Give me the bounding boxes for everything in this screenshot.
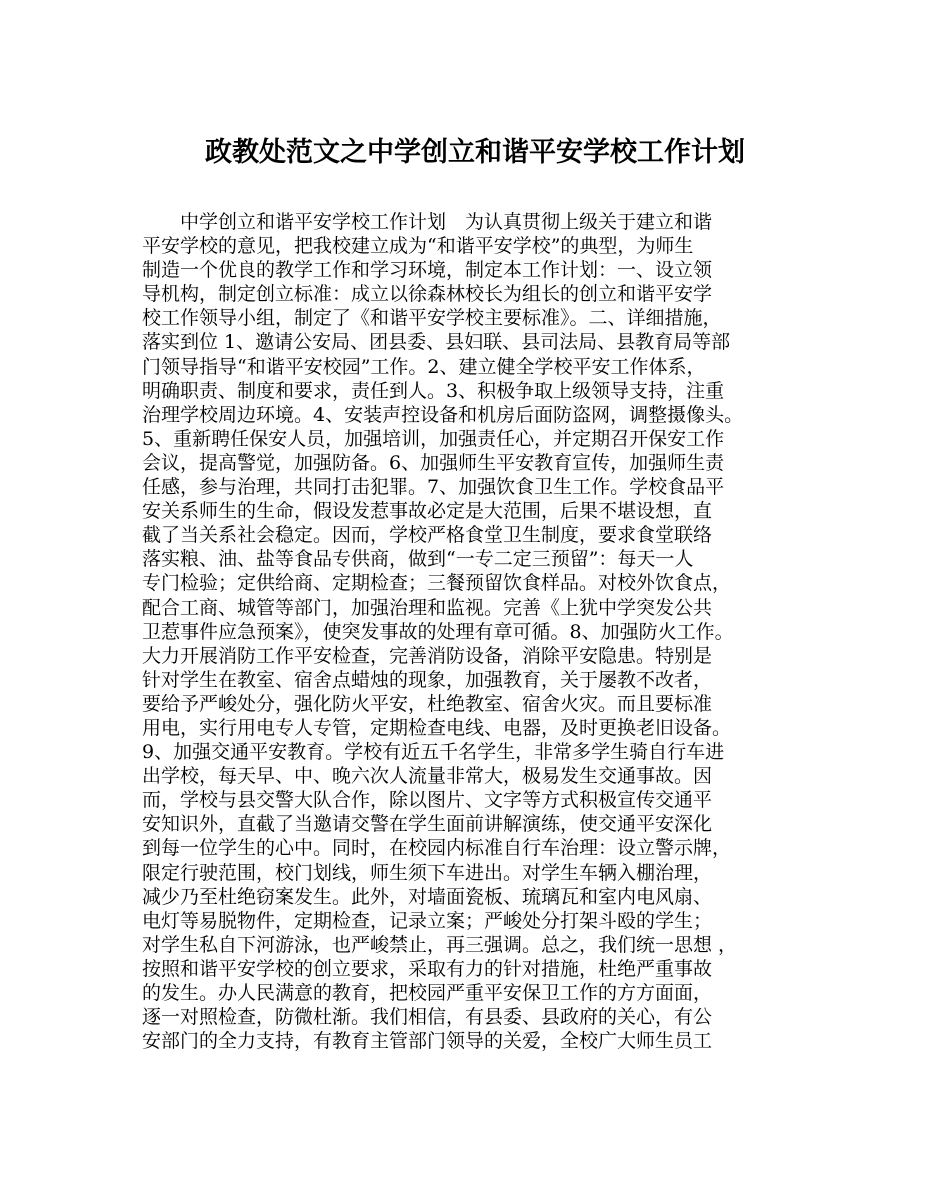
body-line: 逐一对照检查，防微杜渐。我们相信，有县委、县政府的关心，有公 bbox=[142, 1006, 713, 1029]
body-line: 大力开展消防工作平安检查，完善消防设备，消除平安隐患。特别是 bbox=[142, 644, 713, 667]
body-line: 导机构，制定创立标准：成立以徐森林校长为组长的创立和谐平安学 bbox=[142, 283, 713, 306]
body-line: 专门检验；定供给商、定期检查；三餐预留饮食样品。对校外饮食点， bbox=[142, 572, 732, 595]
body-line: 中学创立和谐平安学校工作计划 为认真贯彻上级关于建立和谐 bbox=[142, 211, 713, 233]
body-line: 用电，实行用电专人专管，定期检查电线、电器，及时更换老旧设备。 bbox=[142, 716, 732, 739]
body-line: 对学生私自下河游泳，也严峻禁止，再三强调。总之，我们统一思想 ， bbox=[142, 933, 738, 956]
document-title: 政教处范文之中学创立和谐平安学校工作计划 bbox=[205, 137, 745, 168]
body-line: 任感，参与治理，共同打击犯罪。7、加强饮食卫生工作。学校食品平 bbox=[142, 476, 725, 499]
body-line: 按照和谐平安学校的创立要求，采取有力的针对措施，杜绝严重事故 bbox=[142, 957, 713, 980]
document-body bbox=[142, 210, 832, 1053]
body-line: 截了当关系社会稳定。因而，学校严格食堂卫生制度，要求食堂联络 bbox=[142, 524, 713, 547]
body-line: 卫惹事件应急预案》，使突发事故的处理有章可循。8、加强防火工作。 bbox=[142, 620, 734, 643]
body-line: 安知识外，直截了当邀请交警在学生面前讲解演练，使交通平安深化 bbox=[142, 813, 713, 836]
body-line: 明确职责、制度和要求，责任到人。3、积极争取上级领导支持，注重 bbox=[142, 379, 725, 402]
body-line: 平安学校的意见，把我校建立成为“和谐平安学校”的典型，为师生 bbox=[142, 235, 694, 258]
body-line: 要给予严峻处分，强化防火平安，杜绝教室、宿舍火灾。而且要标准 bbox=[142, 692, 713, 715]
body-line: 会议，提高警觉，加强防备。6、加强师生平安教育宣传，加强师生责 bbox=[142, 451, 725, 474]
body-line: 出学校，每天早、中、晚六次人流量非常大，极易发生交通事故。因 bbox=[142, 765, 713, 788]
body-line: 治理学校周边环境。4、安装声控设备和机房后面防盗网，调整摄像头。 bbox=[142, 403, 744, 426]
body-line: 的发生。办人民满意的教育，把校园严重平安保卫工作的方方面面， bbox=[142, 982, 713, 1004]
body-line: 安部门的全力支持，有教育主管部门领导的关爱，全校广大师生员工 bbox=[142, 1030, 713, 1053]
body-line: 减少乃至杜绝窃案发生。此外，对墙面瓷板、琉璃瓦和室内电风扇、 bbox=[142, 885, 713, 908]
body-line: 针对学生在教室、宿舍点蜡烛的现象，加强教育，关于屡教不改者， bbox=[142, 668, 713, 691]
body-line: 9、加强交通平安教育。学校有近五千名学生，非常多学生骑自行车进 bbox=[142, 741, 725, 764]
body-line: 落实到位 1、邀请公安局、团县委、县妇联、县司法局、县教育局等部 bbox=[142, 331, 731, 354]
body-line: 安关系师生的生命，假设发惹事故必定是大范围，后果不堪设想，直 bbox=[142, 500, 713, 523]
body-line: 制造一个优良的教学工作和学习环境，制定本工作计划：一、设立领 bbox=[142, 259, 713, 282]
body-line: 门领导指导“和谐平安校园”工作。2、建立健全学校平安工作体系， bbox=[142, 355, 706, 378]
body-line: 到每一位学生的心中。同时，在校园内标准自行车治理：设立警示牌， bbox=[142, 837, 732, 860]
body-line: 配合工商、城管等部门，加强治理和监视。完善《上犹中学突发公共 bbox=[142, 596, 713, 619]
body-line: 限定行驶范围，校门划线，师生须下车进出。对学生车辆入棚治理， bbox=[142, 861, 713, 884]
body-line: 而，学校与县交警大队合作，除以图片、文字等方式积极宣传交通平 bbox=[142, 789, 713, 812]
body-line: 落实粮、油、盐等食品专供商，做到“一专二定三预留”：每天一人 bbox=[142, 548, 694, 571]
body-line: 电灯等易脱物件，定期检查，记录立案；严峻处分打架斗殴的学生； bbox=[142, 909, 713, 932]
body-line: 5、重新聘任保安人员，加强培训，加强责任心，并定期召开保安工作 bbox=[142, 427, 725, 450]
body-line: 校工作领导小组，制定了《和谐平安学校主要标准》。二、详细措施， bbox=[142, 307, 722, 330]
